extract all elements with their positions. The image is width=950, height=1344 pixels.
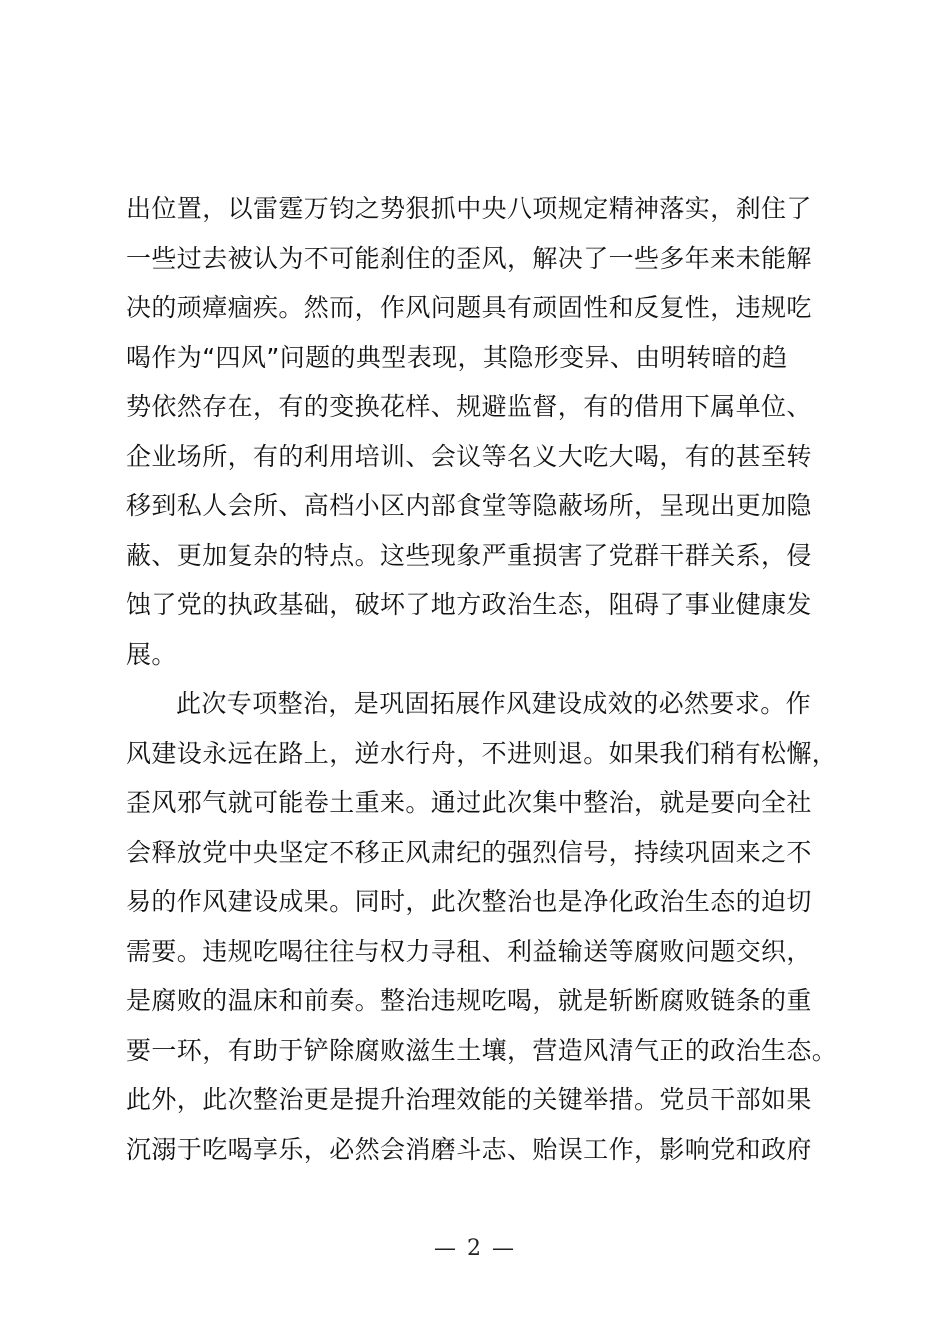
text-line-16: 需要。违规吃喝往往与权力寻租、利益输送等腐败问题交织， (126, 936, 812, 966)
text-line-7: 移到私人会所、高档小区内部食堂等隐蔽场所，呈现出更加隐 (126, 491, 812, 520)
text-line-17: 是腐败的温床和前奏。整治违规吃喝，就是斩断腐败链条的重 (126, 986, 812, 1015)
paragraph-start-line: 此次专项整治，是巩固拓展作风建设成效的必然要求。作 (176, 689, 812, 718)
text-line-12: 风建设永远在路上，逆水行舟，不进则退。如果我们稍有松懈， (126, 738, 838, 768)
text-line-14: 会释放党中央坚定不移正风肃纪的强烈信号，持续巩固来之不 (126, 837, 812, 867)
text-line-13: 歪风邪气就可能卷土重来。通过此次集中整治，就是要向全社 (126, 788, 812, 817)
text-line-5: 势依然存在，有的变换花样、规避监督，有的借用下属单位、 (126, 392, 812, 421)
text-line-15: 易的作风建设成果。同时，此次整治也是净化政治生态的迫切 (126, 887, 812, 916)
text-line-1: 出位置，以雷霆万钧之势狠抓中央八项规定精神落实，刹住了 (126, 194, 812, 223)
text-line-20: 沉溺于吃喝享乐，必然会消磨斗志、贻误工作，影响党和政府 (126, 1134, 812, 1164)
text-line-18: 要一环，有助于铲除腐败滋生土壤，营造风清气正的政治生态。 (126, 1035, 838, 1065)
text-line-9: 蚀了党的执政基础，破坏了地方政治生态，阻碍了事业健康发 (126, 590, 812, 619)
text-line-6: 企业场所，有的利用培训、会议等名义大吃大喝，有的甚至转 (126, 441, 812, 471)
text-line-4: 喝作为“四风”问题的典型表现，其隐形变异、由明转暗的趋 (126, 342, 788, 372)
body-text (126, 184, 846, 1174)
text-line-3: 决的顽瘴痼疾。然而，作风问题具有顽固性和反复性，违规吃 (126, 293, 812, 322)
page-number: — 2 — (434, 1236, 516, 1261)
text-line-19: 此外，此次整治更是提升治理效能的关键举措。党员干部如果 (126, 1085, 812, 1114)
text-line-8: 蔽、更加复杂的特点。这些现象严重损害了党群干群关系，侵 (126, 540, 812, 570)
text-line-2: 一些过去被认为不可能刹住的歪风，解决了一些多年来未能解 (126, 243, 812, 273)
text-line-10: 展。 (126, 639, 177, 669)
